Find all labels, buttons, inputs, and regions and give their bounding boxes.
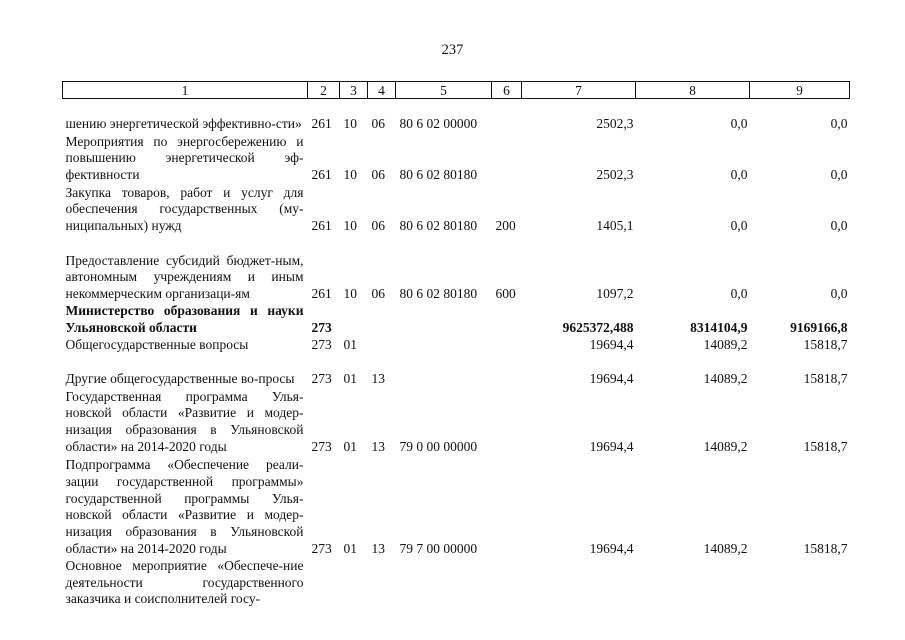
row-amount-col8: 8314104,9 <box>690 320 748 336</box>
row-section: 01 <box>343 541 357 556</box>
row-target-article: 79 0 00 00000 <box>399 439 478 454</box>
row-target-article <box>396 337 492 354</box>
row-amount-col8: 14089,2 <box>703 337 748 352</box>
row-subsection: 13 <box>371 541 385 556</box>
row-name: Другие общегосударственные во-просы <box>65 371 295 386</box>
row-section: 10 <box>343 116 357 132</box>
table-row <box>63 235 850 303</box>
row-amount-col9 <box>750 558 850 618</box>
row-target-article <box>396 303 492 337</box>
row-target-article <box>396 354 492 388</box>
budget-table <box>62 81 850 618</box>
row-amount-col9: 0,0 <box>830 116 848 132</box>
table-row <box>63 133 850 184</box>
row-amount-col9: 0,0 <box>830 286 848 302</box>
row-section: 01 <box>343 439 357 454</box>
row-section <box>340 558 368 618</box>
row-name: Государственная программа Улья-новской области «Развитие и модер-низация образования в Ульяновской области» на 2014-2020 годы <box>65 388 304 454</box>
row-amount-col7: 19694,4 <box>589 541 634 556</box>
row-amount-col9: 9169166,8 <box>790 320 848 336</box>
row-subsection <box>368 303 396 337</box>
row-name: Общегосударственные вопросы <box>65 337 249 352</box>
row-amount-col8: 14089,2 <box>703 541 748 556</box>
row-ministry-code: 261 <box>311 116 332 132</box>
row-name: Предоставление субсидий бюджет-ным, автономным учреждениям и иным некоммерческим организаци-ям <box>65 252 304 302</box>
table-row <box>63 354 850 388</box>
header-col-9: 9 <box>750 82 850 99</box>
row-expense-type <box>492 354 522 388</box>
row-amount-col7: 2502,3 <box>596 116 634 132</box>
row-amount-col7: 2502,3 <box>596 167 634 183</box>
row-expense-type <box>492 337 522 354</box>
header-col-5: 5 <box>396 82 492 99</box>
table-row <box>63 337 850 354</box>
row-amount-col7: 1405,1 <box>596 218 634 234</box>
row-amount-col8: 14089,2 <box>703 439 748 454</box>
row-expense-type <box>492 133 522 184</box>
row-ministry-code: 273 <box>311 439 332 454</box>
row-ministry-code <box>308 558 340 618</box>
row-subsection <box>368 337 396 354</box>
header-col-8: 8 <box>636 82 750 99</box>
row-amount-col7: 19694,4 <box>589 337 634 352</box>
row-target-article: 80 6 02 80180 <box>399 167 478 183</box>
row-name: шению энергетической эффективно-сти» <box>65 116 302 132</box>
row-amount-col7: 19694,4 <box>589 371 634 386</box>
row-target-article: 79 7 00 00000 <box>399 541 478 556</box>
row-subsection: 06 <box>371 218 385 234</box>
row-section: 10 <box>343 167 357 183</box>
row-ministry-code: 273 <box>311 337 332 352</box>
table-row <box>63 388 850 456</box>
row-subsection: 06 <box>371 286 385 302</box>
row-name: Министерство образования и науки Ульяновской области <box>65 303 304 336</box>
row-amount-col8: 0,0 <box>730 286 748 302</box>
table-row-ministry <box>63 303 850 337</box>
table-row <box>63 184 850 235</box>
row-amount-col9: 0,0 <box>830 167 848 183</box>
row-target-article: 80 6 02 80180 <box>399 286 478 302</box>
row-name: Основное мероприятие «Обеспече-ние деятельности государственного заказчика и соисполнителей госу- <box>65 557 304 607</box>
row-amount-col8 <box>636 558 750 618</box>
row-section: 01 <box>343 371 357 386</box>
row-amount-col8: 0,0 <box>730 218 748 234</box>
row-expense-type: 600 <box>495 286 516 302</box>
row-section: 10 <box>343 218 357 234</box>
row-name: Закупка товаров, работ и услуг для обеспечения государственных (му-ниципальных) нужд <box>65 184 304 234</box>
row-name: Мероприятия по энергосбережению и повышению энергетической эф-фективности <box>65 133 304 183</box>
row-target-article <box>396 558 492 618</box>
row-amount-col8: 0,0 <box>730 167 748 183</box>
row-amount-col9: 15818,7 <box>803 541 848 556</box>
row-expense-type <box>492 388 522 456</box>
row-name: Подпрограмма «Обеспечение реали-зации государственной программы» государственной программы Улья-новской области «Развитие и модер-низация образования в Ульяновской области» на 2014-2020 годы <box>65 457 304 556</box>
row-amount-col7 <box>522 558 636 618</box>
row-amount-col7: 1097,2 <box>596 286 634 302</box>
row-amount-col9: 15818,7 <box>803 337 848 352</box>
row-expense-type: 200 <box>495 218 516 234</box>
row-expense-type <box>492 456 522 558</box>
row-amount-col9: 0,0 <box>830 218 848 234</box>
row-ministry-code: 261 <box>311 218 332 234</box>
row-target-article: 80 6 02 80180 <box>399 218 478 234</box>
row-amount-col9: 15818,7 <box>803 439 848 454</box>
row-subsection: 06 <box>371 116 385 132</box>
row-subsection: 06 <box>371 167 385 183</box>
row-subsection <box>368 558 396 618</box>
row-section <box>340 303 368 337</box>
row-target-article: 80 6 02 00000 <box>399 116 478 132</box>
row-expense-type <box>492 99 522 134</box>
page-number: 237 <box>441 42 464 58</box>
row-amount-col7: 9625372,488 <box>562 320 634 336</box>
header-col-4: 4 <box>368 82 396 99</box>
row-subsection: 13 <box>371 439 385 454</box>
row-expense-type <box>492 303 522 337</box>
row-ministry-code: 273 <box>311 541 332 556</box>
row-ministry-code: 261 <box>311 167 332 183</box>
row-ministry-code: 261 <box>311 286 332 302</box>
table-row <box>63 99 850 134</box>
header-col-7: 7 <box>522 82 636 99</box>
row-subsection: 13 <box>371 371 385 386</box>
row-amount-col7: 19694,4 <box>589 439 634 454</box>
table-row <box>63 456 850 558</box>
row-ministry-code: 273 <box>311 320 332 336</box>
row-section: 10 <box>343 286 357 302</box>
header-col-3: 3 <box>340 82 368 99</box>
row-section: 01 <box>343 337 357 352</box>
row-amount-col8: 0,0 <box>730 116 748 132</box>
header-col-1: 1 <box>63 82 308 99</box>
header-col-6: 6 <box>492 82 522 99</box>
row-amount-col9: 15818,7 <box>803 371 848 386</box>
header-row <box>63 82 850 99</box>
row-ministry-code: 273 <box>311 371 332 386</box>
row-amount-col8: 14089,2 <box>703 371 748 386</box>
header-col-2: 2 <box>308 82 340 99</box>
table-row <box>63 558 850 618</box>
row-expense-type <box>492 558 522 618</box>
